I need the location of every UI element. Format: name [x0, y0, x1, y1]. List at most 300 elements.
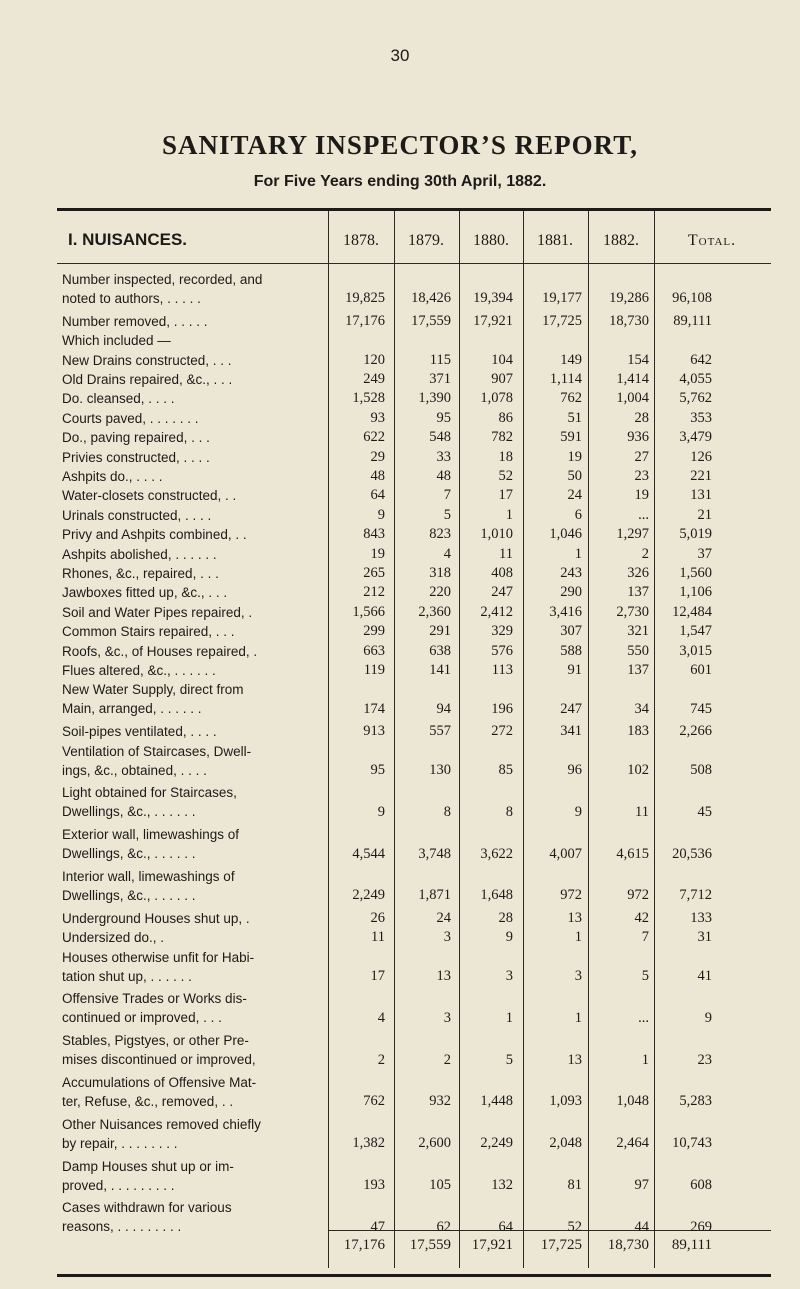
- cell-1879: 18,426: [411, 290, 451, 307]
- cell-1879: 1,390: [418, 390, 451, 407]
- cell-1882: 11: [635, 803, 649, 820]
- cell-1878: 11: [371, 929, 385, 946]
- cell-1882: ...: [638, 1009, 649, 1026]
- row-label: [62, 989, 326, 1027]
- row-label-line: Old Drains repaired, &c., . . .: [62, 372, 233, 387]
- row-label-line: Undersized do., .: [62, 930, 165, 946]
- cell-1881: 24: [567, 487, 582, 504]
- cell-1880: 9: [505, 929, 513, 946]
- cell-1881: 149: [560, 351, 582, 368]
- row-label-line: Which included —: [62, 333, 171, 349]
- row-label-line: Cases withdrawn for various: [62, 1200, 232, 1216]
- cell-1882: 18,730: [609, 312, 649, 329]
- row-label-line: Damp Houses shut up or im-: [62, 1158, 234, 1174]
- row-label-line: Roofs, &c., of Houses repaired, .: [62, 643, 258, 659]
- cell-total: 3,015: [679, 642, 712, 659]
- cell-1878: 48: [370, 468, 385, 484]
- cell-1879: 115: [429, 351, 451, 368]
- table-row: [62, 525, 771, 544]
- cell-1879: 8: [443, 803, 451, 820]
- row-label-line: New Water Supply, direct from: [62, 682, 244, 698]
- cell-1880: 18: [498, 448, 513, 465]
- cell-1881: 243: [560, 565, 582, 581]
- cell-1880: 132: [491, 1176, 513, 1193]
- cell-total: 89,111: [673, 312, 712, 329]
- row-label-line: mises discontinued or improved,: [62, 1052, 256, 1068]
- cell-total: 31: [697, 929, 712, 946]
- cell-1881: 81: [567, 1176, 582, 1193]
- cell-1881: 52: [567, 1218, 582, 1235]
- row-label: [62, 661, 326, 680]
- row-label-line: Exterior wall, limewashings of: [62, 827, 240, 843]
- cell-1880: 576: [491, 642, 513, 659]
- cell-1881: 13: [567, 909, 582, 926]
- cell-total: 12,484: [672, 603, 712, 620]
- row-label: [62, 270, 326, 308]
- cell-total: 269: [690, 1218, 712, 1235]
- cell-1878: 2: [377, 1051, 385, 1068]
- cell-1878: 47: [370, 1218, 385, 1235]
- cell-1881: 591: [560, 429, 582, 446]
- cell-1881: 4,007: [549, 845, 582, 862]
- row-label: [62, 564, 326, 583]
- table-row: [62, 467, 771, 486]
- header-rule: [57, 263, 771, 264]
- cell-1881: 1,114: [549, 371, 582, 387]
- cell-1879: 5: [443, 506, 451, 523]
- cell-1879: 2: [443, 1051, 451, 1068]
- row-label: [62, 825, 326, 863]
- cell-1882: 4,615: [616, 845, 649, 862]
- cell-1882: 154: [627, 351, 649, 368]
- cell-1882: 34: [634, 700, 649, 717]
- table-row: [62, 564, 771, 583]
- cell-1881: 290: [560, 584, 582, 601]
- row-label-line: Rhones, &c., repaired, . . .: [62, 566, 219, 581]
- row-label-line: Houses otherwise unfit for Habi-: [62, 949, 255, 965]
- cell-total: 608: [690, 1176, 712, 1193]
- table-row: [62, 389, 771, 408]
- cell-1881: 1: [574, 929, 582, 946]
- cell-1879: 141: [429, 662, 451, 678]
- cell-1878: 4: [377, 1009, 385, 1026]
- cell-1881: 2,048: [549, 1135, 582, 1152]
- cell-total: 642: [690, 351, 712, 368]
- cell-1881: 6: [574, 506, 582, 523]
- row-label: [62, 448, 326, 467]
- row-label-line: Light obtained for Staircases,: [62, 785, 237, 801]
- row-label: [62, 467, 326, 486]
- cell-1880: 1,648: [480, 887, 513, 904]
- row-label: [62, 603, 326, 622]
- cell-1882: 27: [634, 448, 649, 465]
- row-label: [62, 783, 326, 821]
- cell-1879: 130: [429, 761, 451, 778]
- cell-1881: 3,416: [549, 603, 582, 620]
- row-label-line: Soil-pipes ventilated, . . . .: [62, 724, 217, 740]
- cell-1882: 42: [634, 909, 649, 926]
- cell-1878: 120: [363, 351, 385, 368]
- cell-1882: 1,048: [616, 1093, 649, 1110]
- row-label-line: Stables, Pigstyes, or other Pre-: [62, 1033, 249, 1049]
- cell-1882: 102: [627, 761, 649, 778]
- cell-1879: 33: [436, 448, 451, 465]
- table-row: [62, 783, 771, 822]
- row-label: [62, 928, 326, 947]
- cell-1881: 9: [574, 803, 582, 820]
- row-label-line: Dwellings, &c., . . . . . .: [62, 804, 196, 820]
- cell-1882: 44: [634, 1218, 649, 1235]
- cell-1879: 95: [436, 409, 451, 426]
- row-label: [62, 525, 326, 544]
- table-row: [62, 331, 771, 350]
- column-header-1879: 1879.: [408, 232, 444, 249]
- cell-1880: 3: [505, 967, 513, 984]
- row-label: [62, 1073, 326, 1111]
- cell-total: 601: [690, 662, 712, 678]
- row-label-line: New Drains constructed, . . .: [62, 352, 232, 368]
- cell-1879: 24: [436, 909, 451, 926]
- cell-1879: 3,748: [418, 845, 451, 862]
- cell-total: 5,019: [679, 526, 712, 543]
- cell-1880: 782: [491, 429, 513, 446]
- row-label: [62, 909, 326, 928]
- row-label-line: Offensive Trades or Works dis-: [62, 991, 247, 1007]
- cell-1881: 91: [567, 662, 582, 678]
- row-label-line: Soil and Water Pipes repaired, .: [62, 604, 253, 620]
- cell-1880: 28: [498, 909, 513, 926]
- cell-1878: 9: [377, 803, 385, 820]
- cell-1882: 5: [641, 967, 649, 984]
- report-title: SANITARY INSPECTOR’S REPORT,: [162, 130, 638, 160]
- table-row: [62, 948, 771, 987]
- row-label-line: Water-closets constructed, . .: [62, 488, 237, 504]
- cell-1882: 1,414: [616, 371, 649, 387]
- table-row: [62, 603, 771, 622]
- cell-total: 126: [690, 448, 712, 465]
- cell-total: 10,743: [672, 1135, 712, 1152]
- cell-1878: 64: [370, 487, 385, 504]
- cell-1881: 972: [560, 887, 582, 904]
- cell-1882: 7: [641, 929, 649, 946]
- row-label-line: proved, . . . . . . . . .: [62, 1177, 175, 1193]
- row-label-line: ings, &c., obtained, . . . .: [62, 762, 207, 778]
- table-row: [62, 409, 771, 428]
- row-label-line: Flues altered, &c., . . . . . .: [62, 663, 216, 678]
- cell-1880: 86: [498, 409, 513, 426]
- table-row: [62, 351, 771, 370]
- cell-1882: 1,004: [616, 390, 649, 407]
- row-label-line: Other Nuisances removed chiefly: [62, 1116, 261, 1132]
- table-row: [62, 928, 771, 947]
- cell-1878: 26: [370, 909, 385, 926]
- cell-total: 1,106: [679, 584, 712, 601]
- cell-1880: 19,394: [473, 290, 513, 307]
- row-label: [62, 722, 326, 741]
- column-header-total: Total.: [687, 232, 737, 249]
- total-1882: 18,730: [607, 1237, 649, 1253]
- cell-1882: 1: [641, 1051, 649, 1068]
- cell-1878: 2,249: [352, 887, 385, 904]
- cell-1882: 19,286: [609, 290, 649, 307]
- total-1881: 17,725: [540, 1237, 582, 1253]
- total-1878: 17,176: [343, 1237, 385, 1253]
- row-label: [62, 622, 326, 641]
- cell-1881: 1: [574, 1009, 582, 1026]
- cell-total: 5,762: [679, 390, 712, 407]
- cell-1882: 2,464: [616, 1135, 649, 1152]
- row-label-line: Do., paving repaired, . . .: [62, 430, 210, 446]
- row-label: [62, 409, 326, 428]
- table-row: [62, 428, 771, 447]
- row-label-line: Ashpits abolished, . . . . . .: [62, 546, 217, 562]
- cell-1882: 1,297: [616, 526, 649, 543]
- report-subtitle: For Five Years ending 30th April, 1882.: [253, 173, 547, 190]
- table-row: [62, 1198, 771, 1237]
- row-label-line: Main, arranged, . . . . . .: [62, 701, 202, 717]
- row-label-line: Dwellings, &c., . . . . . .: [62, 846, 196, 862]
- row-label-line: ter, Refuse, &c., removed, . .: [62, 1094, 234, 1109]
- cell-1880: 17,921: [473, 312, 513, 329]
- cell-1880: 1,010: [480, 526, 513, 543]
- cell-1878: 19: [370, 545, 385, 562]
- row-label-line: Common Stairs repaired, . . .: [62, 624, 235, 640]
- cell-1878: 265: [363, 565, 385, 581]
- row-label-line: Ventilation of Staircases, Dwell-: [62, 743, 252, 759]
- cell-1879: 4: [443, 545, 451, 562]
- total-1880: 17,921: [471, 1237, 513, 1253]
- table-row: [62, 825, 771, 864]
- cell-1878: 663: [363, 642, 385, 659]
- table-row: [62, 1115, 771, 1154]
- cell-1880: 408: [491, 565, 513, 581]
- row-label: [62, 742, 326, 780]
- column-header-1881: 1881.: [537, 232, 573, 249]
- cell-1880: 17: [498, 487, 513, 504]
- row-label: [62, 545, 326, 564]
- cell-1878: 193: [363, 1176, 385, 1193]
- row-label: [62, 428, 326, 447]
- cell-1879: 2,600: [418, 1135, 451, 1152]
- cell-1881: 1,093: [549, 1093, 582, 1110]
- cell-1878: 4,544: [352, 845, 385, 862]
- cell-1881: 17,725: [542, 312, 582, 329]
- cell-total: 133: [690, 909, 712, 926]
- cell-1882: ...: [638, 506, 649, 523]
- cell-total: 7,712: [679, 887, 712, 904]
- table-row: [62, 1031, 771, 1070]
- row-label: [62, 1198, 326, 1236]
- row-label: [62, 389, 326, 408]
- table-row: [62, 989, 771, 1028]
- cell-1878: 622: [363, 429, 385, 446]
- row-label-line: Accumulations of Offensive Mat-: [62, 1075, 257, 1090]
- cell-1882: 97: [634, 1176, 649, 1193]
- cell-1880: 5: [505, 1051, 513, 1068]
- cell-1880: 3,622: [480, 845, 513, 862]
- cell-1880: 113: [491, 662, 513, 678]
- cell-total: 5,283: [679, 1093, 712, 1110]
- cell-1878: 17: [370, 967, 385, 984]
- cell-1878: 29: [370, 448, 385, 465]
- cell-1882: 183: [627, 723, 649, 740]
- cell-1881: 96: [567, 761, 582, 778]
- cell-1878: 299: [363, 623, 385, 640]
- cell-total: 1,560: [679, 565, 712, 581]
- table-row: [62, 312, 771, 331]
- cell-total: 37: [697, 545, 712, 562]
- cell-1882: 972: [627, 887, 649, 904]
- row-label: [62, 1031, 326, 1069]
- row-label: [62, 506, 326, 525]
- cell-1880: 64: [498, 1218, 513, 1235]
- table-row: [62, 622, 771, 641]
- cell-1881: 51: [567, 409, 582, 426]
- row-label-line: Privies constructed, . . . .: [62, 449, 210, 465]
- cell-1880: 329: [491, 623, 513, 640]
- cell-1879: 13: [436, 967, 451, 984]
- table-row: [62, 270, 771, 309]
- cell-1882: 550: [627, 642, 649, 659]
- cell-1879: 7: [443, 487, 451, 504]
- cell-1880: 85: [498, 761, 513, 778]
- cell-1879: 1,871: [418, 887, 451, 904]
- cell-1878: 95: [370, 761, 385, 778]
- row-label-line: Courts paved, . . . . . . .: [62, 410, 199, 426]
- cell-1879: 3: [443, 929, 451, 946]
- cell-1880: 104: [491, 351, 513, 368]
- cell-1880: 1: [505, 506, 513, 523]
- cell-1878: 843: [363, 526, 385, 543]
- cell-total: 221: [690, 468, 712, 484]
- cell-1880: 11: [499, 545, 513, 562]
- cell-1880: 1: [505, 1009, 513, 1026]
- row-label: [62, 1157, 326, 1195]
- cell-1878: 1,382: [352, 1135, 385, 1152]
- cell-1880: 2,412: [480, 603, 513, 620]
- cell-1882: 321: [627, 623, 649, 640]
- cell-1878: 119: [363, 662, 385, 678]
- cell-1878: 9: [377, 506, 385, 523]
- total-total: 89,111: [671, 1237, 712, 1253]
- table-row: [62, 909, 771, 928]
- cell-1878: 1,566: [352, 603, 385, 620]
- cell-1882: 137: [627, 584, 649, 601]
- cell-total: 41: [697, 967, 712, 984]
- row-label-line: Urinals constructed, . . . .: [62, 507, 212, 523]
- cell-1879: 371: [429, 371, 451, 387]
- table-row: [62, 583, 771, 602]
- row-label-line: noted to authors, . . . . .: [62, 291, 201, 306]
- cell-1880: 2,249: [480, 1135, 513, 1152]
- cell-1881: 19: [567, 448, 582, 465]
- cell-1880: 1,448: [480, 1093, 513, 1110]
- cell-1881: 1: [574, 545, 582, 562]
- cell-1882: 2: [641, 545, 649, 562]
- cell-1881: 3: [574, 967, 582, 984]
- row-label-line: Underground Houses shut up, .: [62, 910, 250, 926]
- table-row: [62, 1157, 771, 1196]
- cell-1881: 341: [560, 723, 582, 740]
- row-label-line: Number removed, . . . . .: [62, 313, 208, 329]
- row-label-line: reasons, . . . . . . . . .: [62, 1219, 182, 1235]
- cell-total: 4,055: [679, 371, 712, 387]
- cell-1879: 62: [436, 1218, 451, 1235]
- cell-1882: 936: [627, 429, 649, 446]
- cell-1882: 326: [627, 565, 649, 581]
- table-row: [62, 448, 771, 467]
- row-label-line: Jawboxes fitted up, &c., . . .: [62, 585, 228, 601]
- cell-total: 2,266: [679, 723, 712, 740]
- cell-1880: 907: [491, 371, 513, 387]
- cell-total: 20,536: [672, 845, 712, 862]
- cell-1881: 50: [567, 468, 582, 484]
- cell-1881: 307: [560, 623, 582, 640]
- row-label-line: Number inspected, recorded, and: [62, 272, 263, 287]
- total-1879: 17,559: [409, 1237, 451, 1253]
- row-label: [62, 1115, 326, 1153]
- row-label: [62, 351, 326, 370]
- cell-total: 23: [697, 1051, 712, 1068]
- cell-1879: 291: [429, 623, 451, 640]
- row-label-line: Interior wall, limewashings of: [62, 869, 235, 884]
- cell-1879: 48: [436, 468, 451, 484]
- table-row: [62, 486, 771, 505]
- cell-1881: 19,177: [542, 290, 582, 307]
- cell-1878: 212: [363, 584, 385, 601]
- column-header-1882: 1882.: [603, 232, 639, 249]
- row-label-line: tation shut up, . . . . . .: [62, 968, 192, 984]
- cell-1880: 196: [491, 700, 513, 717]
- cell-1880: 1,078: [480, 390, 513, 407]
- cell-total: 131: [690, 487, 712, 504]
- row-label: [62, 867, 326, 905]
- table-row: [62, 506, 771, 525]
- cell-1880: 8: [505, 803, 513, 820]
- row-label-line: Ashpits do., . . . .: [62, 469, 163, 484]
- cell-total: 1,547: [679, 623, 712, 640]
- column-header-1880: 1880.: [473, 232, 509, 249]
- row-label-line: Privy and Ashpits combined, . .: [62, 527, 247, 543]
- cell-total: 3,479: [679, 429, 712, 446]
- table-row: [62, 680, 771, 719]
- row-label: [62, 312, 326, 331]
- cell-1879: 557: [429, 723, 451, 740]
- cell-1878: 913: [363, 723, 385, 740]
- cell-total: 45: [697, 803, 712, 820]
- cell-1878: 1,528: [352, 390, 385, 407]
- cell-1880: 52: [498, 468, 513, 484]
- cell-1882: 23: [634, 468, 649, 484]
- table-row: [62, 661, 771, 680]
- page-number: 30: [390, 46, 410, 65]
- section-heading: I. NUISANCES.: [68, 230, 188, 249]
- cell-total: 508: [690, 761, 712, 778]
- cell-1881: 588: [560, 642, 582, 659]
- table-row: [62, 370, 771, 389]
- cell-1879: 17,559: [411, 312, 451, 329]
- cell-1882: 19: [634, 487, 649, 504]
- cell-1880: 272: [491, 723, 513, 740]
- cell-1878: 174: [363, 700, 385, 717]
- cell-1880: 247: [491, 584, 513, 601]
- row-label: [62, 642, 326, 661]
- cell-1878: 93: [370, 409, 385, 426]
- table-row: [62, 1073, 771, 1112]
- row-label: [62, 948, 326, 986]
- cell-total: 21: [697, 506, 712, 523]
- cell-1882: 2,730: [616, 603, 649, 620]
